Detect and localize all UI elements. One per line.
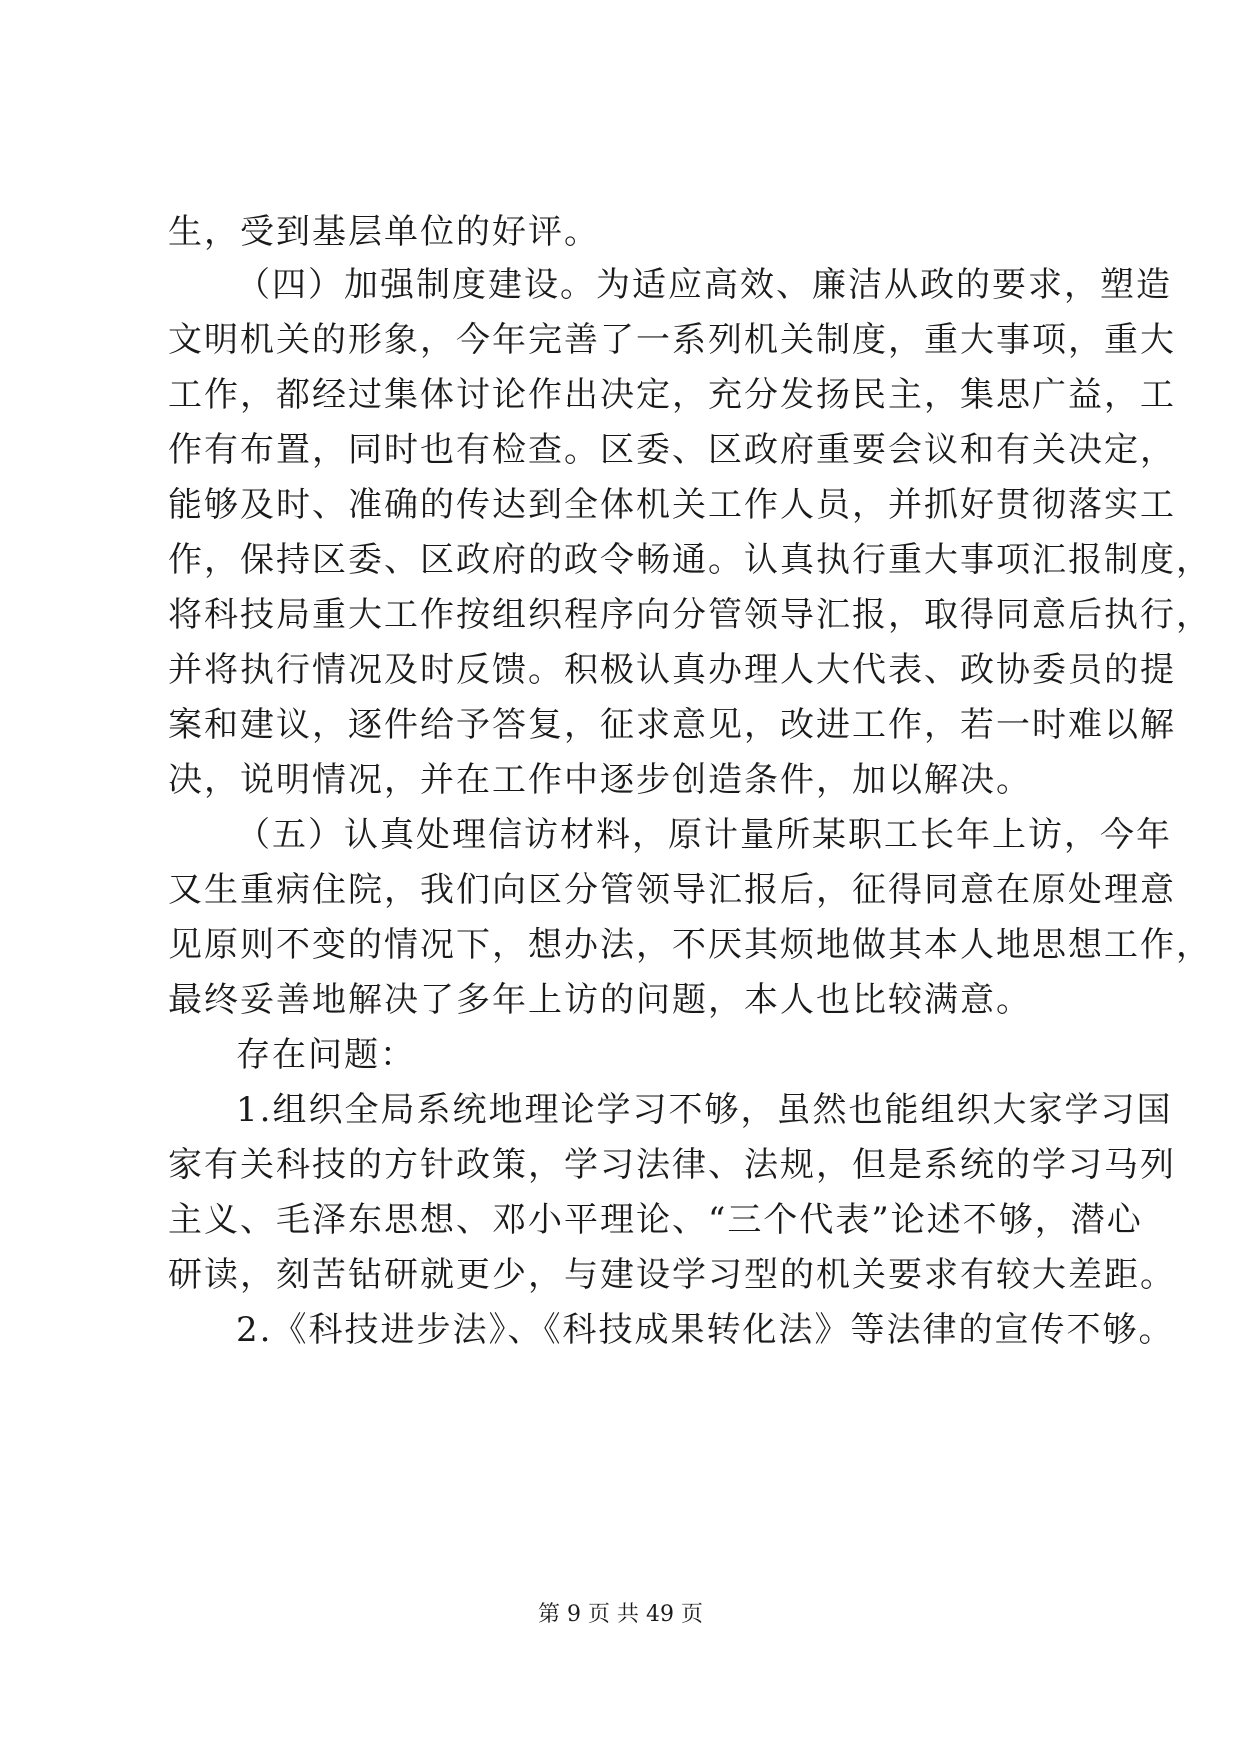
text-line: 家有关科技的方针政策，学习法律、法规，但是系统的学习马列 <box>168 1145 1176 1185</box>
text-line: 作，保持区委、区政府的政令畅通。认真执行重大事项汇报制度， <box>168 540 1212 580</box>
text-line: 2.《科技进步法》、《科技成果转化法》等法律的宣传不够。 <box>236 1310 1175 1350</box>
text-line: （四）加强制度建设。为适应高效、廉洁从政的要求，塑造 <box>236 265 1172 305</box>
text-line: 文明机关的形象，今年完善了一系列机关制度，重大事项，重大 <box>168 320 1176 360</box>
text-line: 能够及时、准确的传达到全体机关工作人员，并抓好贯彻落实工 <box>168 485 1176 525</box>
text-line: 作有布置，同时也有检查。区委、区政府重要会议和有关决定， <box>168 430 1176 470</box>
section-heading: 存在问题： <box>236 1035 416 1075</box>
text-line: 决，说明情况，并在工作中逐步创造条件，加以解决。 <box>168 760 1032 800</box>
text-line: 1.组织全局系统地理论学习不够，虽然也能组织大家学习国 <box>236 1090 1173 1130</box>
text-line: 最终妥善地解决了多年上访的问题，本人也比较满意。 <box>168 980 1032 1020</box>
text-line: 工作，都经过集体讨论作出决定，充分发扬民主，集思广益，工 <box>168 375 1176 415</box>
text-line: 案和建议，逐件给予答复，征求意见，改进工作，若一时难以解 <box>168 705 1176 745</box>
text-line: 研读，刻苦钻研就更少，与建设学习型的机关要求有较大差距。 <box>168 1255 1176 1295</box>
text-line: 并将执行情况及时反馈。积极认真办理人大代表、政协委员的提 <box>168 650 1176 690</box>
text-line: 又生重病住院，我们向区分管领导汇报后，征得同意在原处理意 <box>168 870 1176 910</box>
text-line: 将科技局重大工作按组织程序向分管领导汇报，取得同意后执行， <box>168 595 1212 635</box>
page-number: 第 9 页 共 49 页 <box>538 1602 703 1627</box>
text-line: （五）认真处理信访材料，原计量所某职工长年上访，今年 <box>236 815 1172 855</box>
text-line: 见原则不变的情况下，想办法，不厌其烦地做其本人地思想工作， <box>168 925 1212 965</box>
text-line: 生，受到基层单位的好评。 <box>168 212 600 252</box>
text-line: 主义、毛泽东思想、邓小平理论、“三个代表”论述不够，潜心 <box>168 1200 1143 1240</box>
